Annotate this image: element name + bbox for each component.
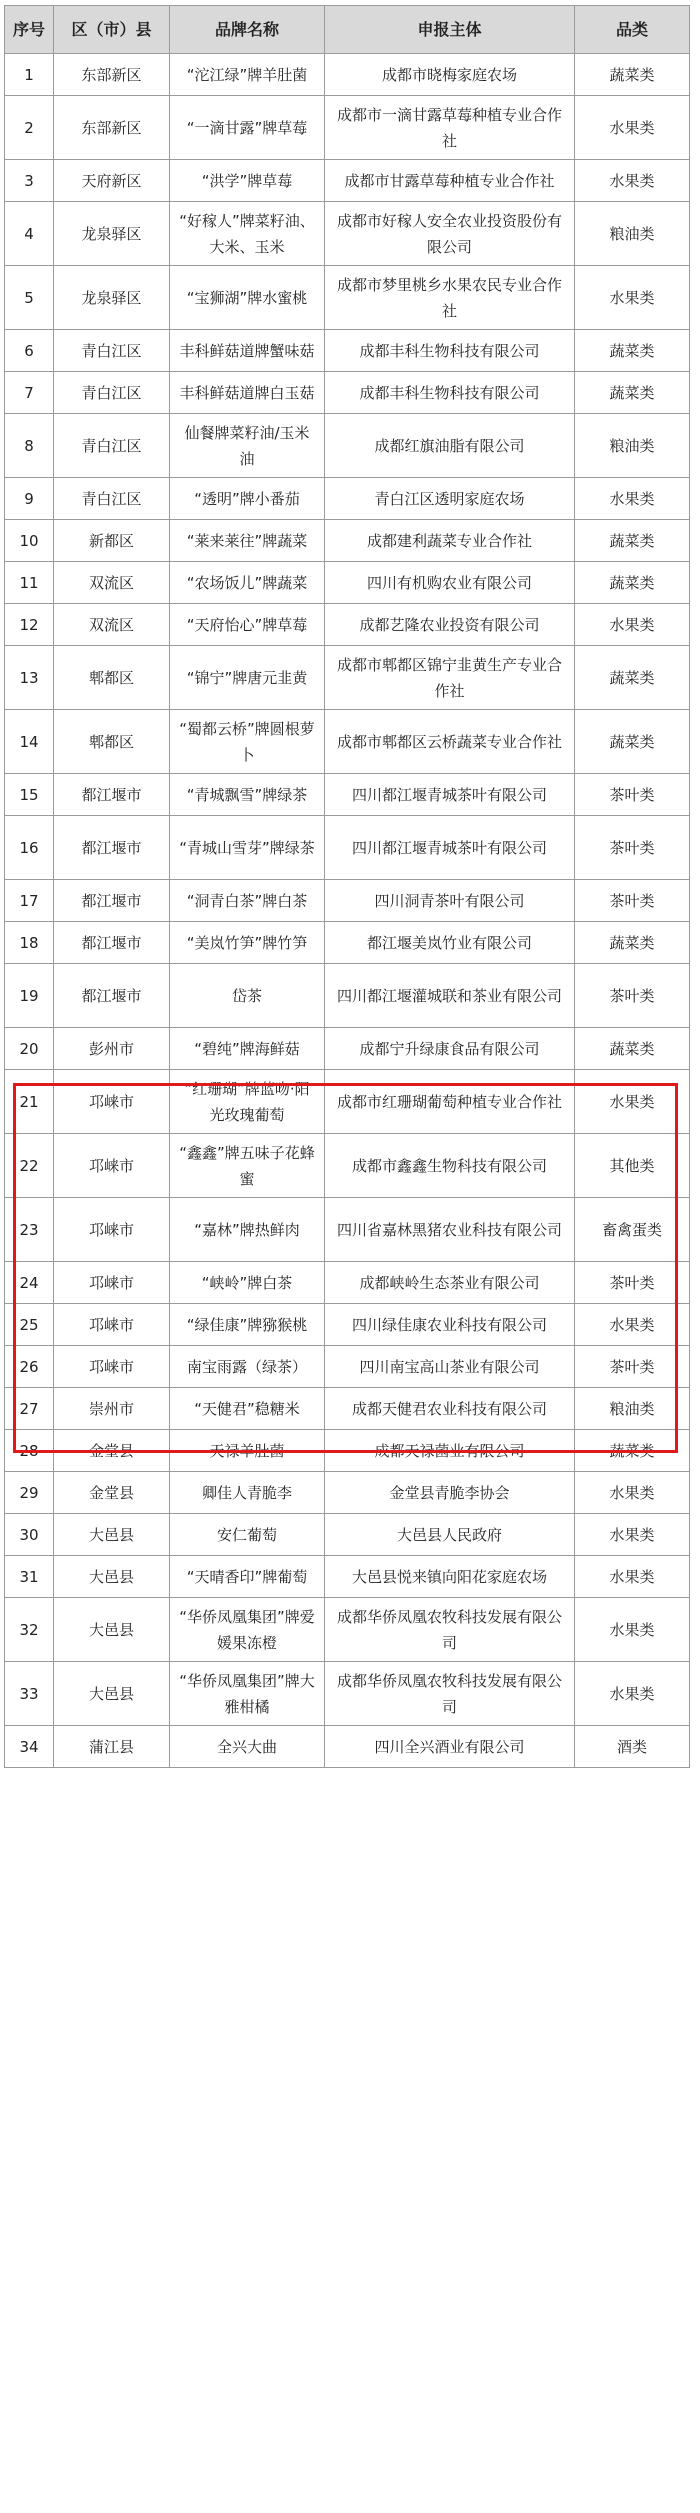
cell-applicant: 四川南宝高山茶业有限公司 bbox=[325, 1346, 575, 1388]
cell-district: 蒲江县 bbox=[54, 1726, 170, 1768]
cell-category: 水果类 bbox=[575, 1304, 690, 1346]
cell-brand-name: 仙餐牌菜籽油/玉米油 bbox=[170, 414, 325, 478]
cell-brand-name: “莱来莱往”牌蔬菜 bbox=[170, 520, 325, 562]
cell-category: 蔬菜类 bbox=[575, 372, 690, 414]
cell-category: 水果类 bbox=[575, 160, 690, 202]
cell-applicant: 四川都江堰青城茶叶有限公司 bbox=[325, 816, 575, 880]
table-row bbox=[5, 1598, 690, 1662]
cell-district: 邛崃市 bbox=[54, 1070, 170, 1134]
cell-applicant: 成都天禄菌业有限公司 bbox=[325, 1430, 575, 1472]
cell-district: 都江堰市 bbox=[54, 774, 170, 816]
cell-category: 水果类 bbox=[575, 1514, 690, 1556]
cell-index: 17 bbox=[5, 880, 54, 922]
cell-index: 27 bbox=[5, 1388, 54, 1430]
cell-district: 东部新区 bbox=[54, 96, 170, 160]
cell-brand-name: “青城飘雪”牌绿茶 bbox=[170, 774, 325, 816]
table-row bbox=[5, 1198, 690, 1262]
table-row bbox=[5, 710, 690, 774]
table-row bbox=[5, 604, 690, 646]
cell-district: 青白江区 bbox=[54, 478, 170, 520]
table-row bbox=[5, 1514, 690, 1556]
cell-brand-name: “透明”牌小番茄 bbox=[170, 478, 325, 520]
cell-index: 34 bbox=[5, 1726, 54, 1768]
cell-brand-name: “洞青白茶”牌白茶 bbox=[170, 880, 325, 922]
cell-brand-name: 安仁葡萄 bbox=[170, 1514, 325, 1556]
header-category: 品类 bbox=[575, 6, 690, 54]
cell-brand-name: “洪学”牌草莓 bbox=[170, 160, 325, 202]
cell-index: 29 bbox=[5, 1472, 54, 1514]
cell-index: 11 bbox=[5, 562, 54, 604]
cell-district: 龙泉驿区 bbox=[54, 266, 170, 330]
cell-category: 水果类 bbox=[575, 96, 690, 160]
table-row bbox=[5, 160, 690, 202]
cell-district: 都江堰市 bbox=[54, 922, 170, 964]
cell-brand-name: 天禄羊肚菌 bbox=[170, 1430, 325, 1472]
cell-district: 都江堰市 bbox=[54, 880, 170, 922]
table-row bbox=[5, 1028, 690, 1070]
cell-applicant: 青白江区透明家庭农场 bbox=[325, 478, 575, 520]
cell-brand-name: “青城山雪芽”牌绿茶 bbox=[170, 816, 325, 880]
cell-index: 26 bbox=[5, 1346, 54, 1388]
cell-index: 9 bbox=[5, 478, 54, 520]
cell-brand-name: “锦宁”牌唐元韭黄 bbox=[170, 646, 325, 710]
cell-district: 大邑县 bbox=[54, 1598, 170, 1662]
cell-brand-name: “天健君”稳糖米 bbox=[170, 1388, 325, 1430]
cell-district: 青白江区 bbox=[54, 414, 170, 478]
cell-category: 水果类 bbox=[575, 266, 690, 330]
cell-district: 双流区 bbox=[54, 604, 170, 646]
cell-index: 8 bbox=[5, 414, 54, 478]
cell-brand-name: “一滴甘露”牌草莓 bbox=[170, 96, 325, 160]
cell-district: 新都区 bbox=[54, 520, 170, 562]
cell-category: 蔬菜类 bbox=[575, 520, 690, 562]
cell-brand-name: “天晴香印”牌葡萄 bbox=[170, 1556, 325, 1598]
table-row bbox=[5, 774, 690, 816]
table-row bbox=[5, 1134, 690, 1198]
cell-index: 6 bbox=[5, 330, 54, 372]
cell-index: 14 bbox=[5, 710, 54, 774]
cell-brand-name: 丰科鲜菇道牌白玉菇 bbox=[170, 372, 325, 414]
table-row bbox=[5, 202, 690, 266]
cell-applicant: 成都市郫都区云桥蔬菜专业合作社 bbox=[325, 710, 575, 774]
cell-category: 蔬菜类 bbox=[575, 646, 690, 710]
cell-applicant: 成都宁升绿康食品有限公司 bbox=[325, 1028, 575, 1070]
table-row bbox=[5, 266, 690, 330]
cell-category: 蔬菜类 bbox=[575, 330, 690, 372]
cell-applicant: 成都市一滴甘露草莓种植专业合作社 bbox=[325, 96, 575, 160]
cell-category: 茶叶类 bbox=[575, 1346, 690, 1388]
cell-index: 18 bbox=[5, 922, 54, 964]
cell-applicant: 成都市红珊瑚葡萄种植专业合作社 bbox=[325, 1070, 575, 1134]
table-row bbox=[5, 562, 690, 604]
table-row bbox=[5, 1726, 690, 1768]
cell-applicant: 金堂县青脆李协会 bbox=[325, 1472, 575, 1514]
cell-brand-name: 丰科鲜菇道牌蟹味菇 bbox=[170, 330, 325, 372]
cell-district: 青白江区 bbox=[54, 330, 170, 372]
cell-applicant: 四川洞青茶叶有限公司 bbox=[325, 880, 575, 922]
cell-district: 天府新区 bbox=[54, 160, 170, 202]
cell-index: 28 bbox=[5, 1430, 54, 1472]
cell-applicant: 四川都江堰青城茶叶有限公司 bbox=[325, 774, 575, 816]
cell-applicant: 成都市鑫鑫生物科技有限公司 bbox=[325, 1134, 575, 1198]
table-row bbox=[5, 478, 690, 520]
cell-applicant: 四川有机购农业有限公司 bbox=[325, 562, 575, 604]
table-row bbox=[5, 922, 690, 964]
cell-category: 水果类 bbox=[575, 1598, 690, 1662]
header-index: 序号 bbox=[5, 6, 54, 54]
cell-category: 水果类 bbox=[575, 478, 690, 520]
cell-applicant: 四川都江堰灌城联和茶业有限公司 bbox=[325, 964, 575, 1028]
cell-district: 双流区 bbox=[54, 562, 170, 604]
cell-brand-name: 卿佳人青脆李 bbox=[170, 1472, 325, 1514]
cell-category: 酒类 bbox=[575, 1726, 690, 1768]
cell-index: 16 bbox=[5, 816, 54, 880]
cell-district: 崇州市 bbox=[54, 1388, 170, 1430]
cell-applicant: 成都峡岭生态茶业有限公司 bbox=[325, 1262, 575, 1304]
cell-category: 茶叶类 bbox=[575, 774, 690, 816]
cell-category: 水果类 bbox=[575, 1070, 690, 1134]
cell-applicant: 成都艺隆农业投资有限公司 bbox=[325, 604, 575, 646]
cell-index: 33 bbox=[5, 1662, 54, 1726]
cell-index: 12 bbox=[5, 604, 54, 646]
cell-district: 彭州市 bbox=[54, 1028, 170, 1070]
cell-applicant: 都江堰美岚竹业有限公司 bbox=[325, 922, 575, 964]
cell-brand-name: “美岚竹笋”牌竹笋 bbox=[170, 922, 325, 964]
table-row bbox=[5, 1388, 690, 1430]
cell-district: 邛崃市 bbox=[54, 1304, 170, 1346]
cell-category: 茶叶类 bbox=[575, 1262, 690, 1304]
cell-index: 15 bbox=[5, 774, 54, 816]
cell-district: 都江堰市 bbox=[54, 964, 170, 1028]
cell-brand-name: 全兴大曲 bbox=[170, 1726, 325, 1768]
cell-brand-name: “碧纯”牌海鲜菇 bbox=[170, 1028, 325, 1070]
cell-index: 5 bbox=[5, 266, 54, 330]
cell-index: 1 bbox=[5, 54, 54, 96]
cell-brand-name: “华侨凤凰集团”牌爱媛果冻橙 bbox=[170, 1598, 325, 1662]
cell-category: 粮油类 bbox=[575, 1388, 690, 1430]
cell-index: 31 bbox=[5, 1556, 54, 1598]
cell-index: 4 bbox=[5, 202, 54, 266]
table-row bbox=[5, 330, 690, 372]
cell-index: 13 bbox=[5, 646, 54, 710]
brand-list-table bbox=[4, 5, 690, 1768]
cell-district: 大邑县 bbox=[54, 1514, 170, 1556]
table-row bbox=[5, 1556, 690, 1598]
cell-district: 金堂县 bbox=[54, 1430, 170, 1472]
cell-category: 蔬菜类 bbox=[575, 1430, 690, 1472]
cell-brand-name: “华侨凤凰集团”牌大雅柑橘 bbox=[170, 1662, 325, 1726]
table-row bbox=[5, 880, 690, 922]
table-row bbox=[5, 1070, 690, 1134]
cell-category: 水果类 bbox=[575, 604, 690, 646]
cell-brand-name: 岱茶 bbox=[170, 964, 325, 1028]
table-row bbox=[5, 646, 690, 710]
cell-applicant: 四川绿佳康农业科技有限公司 bbox=[325, 1304, 575, 1346]
cell-index: 10 bbox=[5, 520, 54, 562]
cell-applicant: 四川省嘉林黑猪农业科技有限公司 bbox=[325, 1198, 575, 1262]
cell-applicant: 大邑县悦来镇向阳花家庭农场 bbox=[325, 1556, 575, 1598]
cell-index: 7 bbox=[5, 372, 54, 414]
cell-index: 30 bbox=[5, 1514, 54, 1556]
cell-district: 邛崃市 bbox=[54, 1346, 170, 1388]
cell-brand-name: 南宝雨露（绿茶） bbox=[170, 1346, 325, 1388]
cell-index: 24 bbox=[5, 1262, 54, 1304]
cell-district: 邛崃市 bbox=[54, 1198, 170, 1262]
table-row bbox=[5, 1346, 690, 1388]
cell-brand-name: “沱江绿”牌羊肚菌 bbox=[170, 54, 325, 96]
cell-index: 25 bbox=[5, 1304, 54, 1346]
cell-category: 蔬菜类 bbox=[575, 54, 690, 96]
cell-district: 金堂县 bbox=[54, 1472, 170, 1514]
cell-category: 蔬菜类 bbox=[575, 1028, 690, 1070]
cell-applicant: 成都红旗油脂有限公司 bbox=[325, 414, 575, 478]
cell-district: 邛崃市 bbox=[54, 1134, 170, 1198]
cell-category: 水果类 bbox=[575, 1472, 690, 1514]
table-row bbox=[5, 1472, 690, 1514]
cell-category: 其他类 bbox=[575, 1134, 690, 1198]
table-row bbox=[5, 1430, 690, 1472]
cell-category: 茶叶类 bbox=[575, 964, 690, 1028]
cell-category: 水果类 bbox=[575, 1556, 690, 1598]
cell-district: 都江堰市 bbox=[54, 816, 170, 880]
cell-category: 蔬菜类 bbox=[575, 562, 690, 604]
cell-district: 郫都区 bbox=[54, 646, 170, 710]
table-row bbox=[5, 1662, 690, 1726]
cell-district: 东部新区 bbox=[54, 54, 170, 96]
cell-applicant: 成都天健君农业科技有限公司 bbox=[325, 1388, 575, 1430]
cell-district: 郫都区 bbox=[54, 710, 170, 774]
cell-applicant: 成都建利蔬菜专业合作社 bbox=[325, 520, 575, 562]
table-row bbox=[5, 1304, 690, 1346]
cell-applicant: 成都丰科生物科技有限公司 bbox=[325, 330, 575, 372]
cell-index: 3 bbox=[5, 160, 54, 202]
table-row bbox=[5, 414, 690, 478]
table-row bbox=[5, 520, 690, 562]
cell-category: 粮油类 bbox=[575, 202, 690, 266]
cell-applicant: 成都华侨凤凰农牧科技发展有限公司 bbox=[325, 1662, 575, 1726]
cell-category: 蔬菜类 bbox=[575, 710, 690, 774]
table-row bbox=[5, 816, 690, 880]
cell-applicant: 成都华侨凤凰农牧科技发展有限公司 bbox=[325, 1598, 575, 1662]
cell-brand-name: “红珊瑚”牌蓝吻·阳光玫瑰葡萄 bbox=[170, 1070, 325, 1134]
cell-applicant: 成都市晓梅家庭农场 bbox=[325, 54, 575, 96]
cell-applicant: 成都市郫都区锦宁韭黄生产专业合作社 bbox=[325, 646, 575, 710]
table-header-row bbox=[5, 6, 690, 54]
cell-category: 畜禽蛋类 bbox=[575, 1198, 690, 1262]
cell-index: 20 bbox=[5, 1028, 54, 1070]
cell-brand-name: “宝狮湖”牌水蜜桃 bbox=[170, 266, 325, 330]
cell-index: 21 bbox=[5, 1070, 54, 1134]
table-row bbox=[5, 96, 690, 160]
cell-district: 邛崃市 bbox=[54, 1262, 170, 1304]
cell-brand-name: “农场饭儿”牌蔬菜 bbox=[170, 562, 325, 604]
table-row bbox=[5, 1262, 690, 1304]
cell-category: 水果类 bbox=[575, 1662, 690, 1726]
cell-category: 茶叶类 bbox=[575, 880, 690, 922]
table-row bbox=[5, 372, 690, 414]
header-district: 区（市）县 bbox=[54, 6, 170, 54]
cell-district: 大邑县 bbox=[54, 1662, 170, 1726]
table-body bbox=[5, 54, 690, 1768]
header-brand-name: 品牌名称 bbox=[170, 6, 325, 54]
cell-applicant: 大邑县人民政府 bbox=[325, 1514, 575, 1556]
cell-applicant: 成都市梦里桃乡水果农民专业合作社 bbox=[325, 266, 575, 330]
cell-category: 粮油类 bbox=[575, 414, 690, 478]
cell-brand-name: “蜀都云桥”牌圆根萝卜 bbox=[170, 710, 325, 774]
cell-brand-name: “嘉林”牌热鲜肉 bbox=[170, 1198, 325, 1262]
table-row bbox=[5, 54, 690, 96]
cell-brand-name: “绿佳康”牌猕猴桃 bbox=[170, 1304, 325, 1346]
cell-index: 2 bbox=[5, 96, 54, 160]
cell-brand-name: “天府怡心”牌草莓 bbox=[170, 604, 325, 646]
cell-applicant: 成都市好稼人安全农业投资股份有限公司 bbox=[325, 202, 575, 266]
cell-category: 茶叶类 bbox=[575, 816, 690, 880]
cell-applicant: 成都市甘露草莓种植专业合作社 bbox=[325, 160, 575, 202]
cell-district: 大邑县 bbox=[54, 1556, 170, 1598]
cell-index: 32 bbox=[5, 1598, 54, 1662]
cell-applicant: 四川全兴酒业有限公司 bbox=[325, 1726, 575, 1768]
cell-applicant: 成都丰科生物科技有限公司 bbox=[325, 372, 575, 414]
cell-category: 蔬菜类 bbox=[575, 922, 690, 964]
cell-district: 青白江区 bbox=[54, 372, 170, 414]
cell-index: 23 bbox=[5, 1198, 54, 1262]
cell-index: 22 bbox=[5, 1134, 54, 1198]
table-row bbox=[5, 964, 690, 1028]
cell-district: 龙泉驿区 bbox=[54, 202, 170, 266]
cell-index: 19 bbox=[5, 964, 54, 1028]
cell-brand-name: “鑫鑫”牌五味子花蜂蜜 bbox=[170, 1134, 325, 1198]
header-applicant: 申报主体 bbox=[325, 6, 575, 54]
cell-brand-name: “峡岭”牌白茶 bbox=[170, 1262, 325, 1304]
cell-brand-name: “好稼人”牌菜籽油、大米、玉米 bbox=[170, 202, 325, 266]
